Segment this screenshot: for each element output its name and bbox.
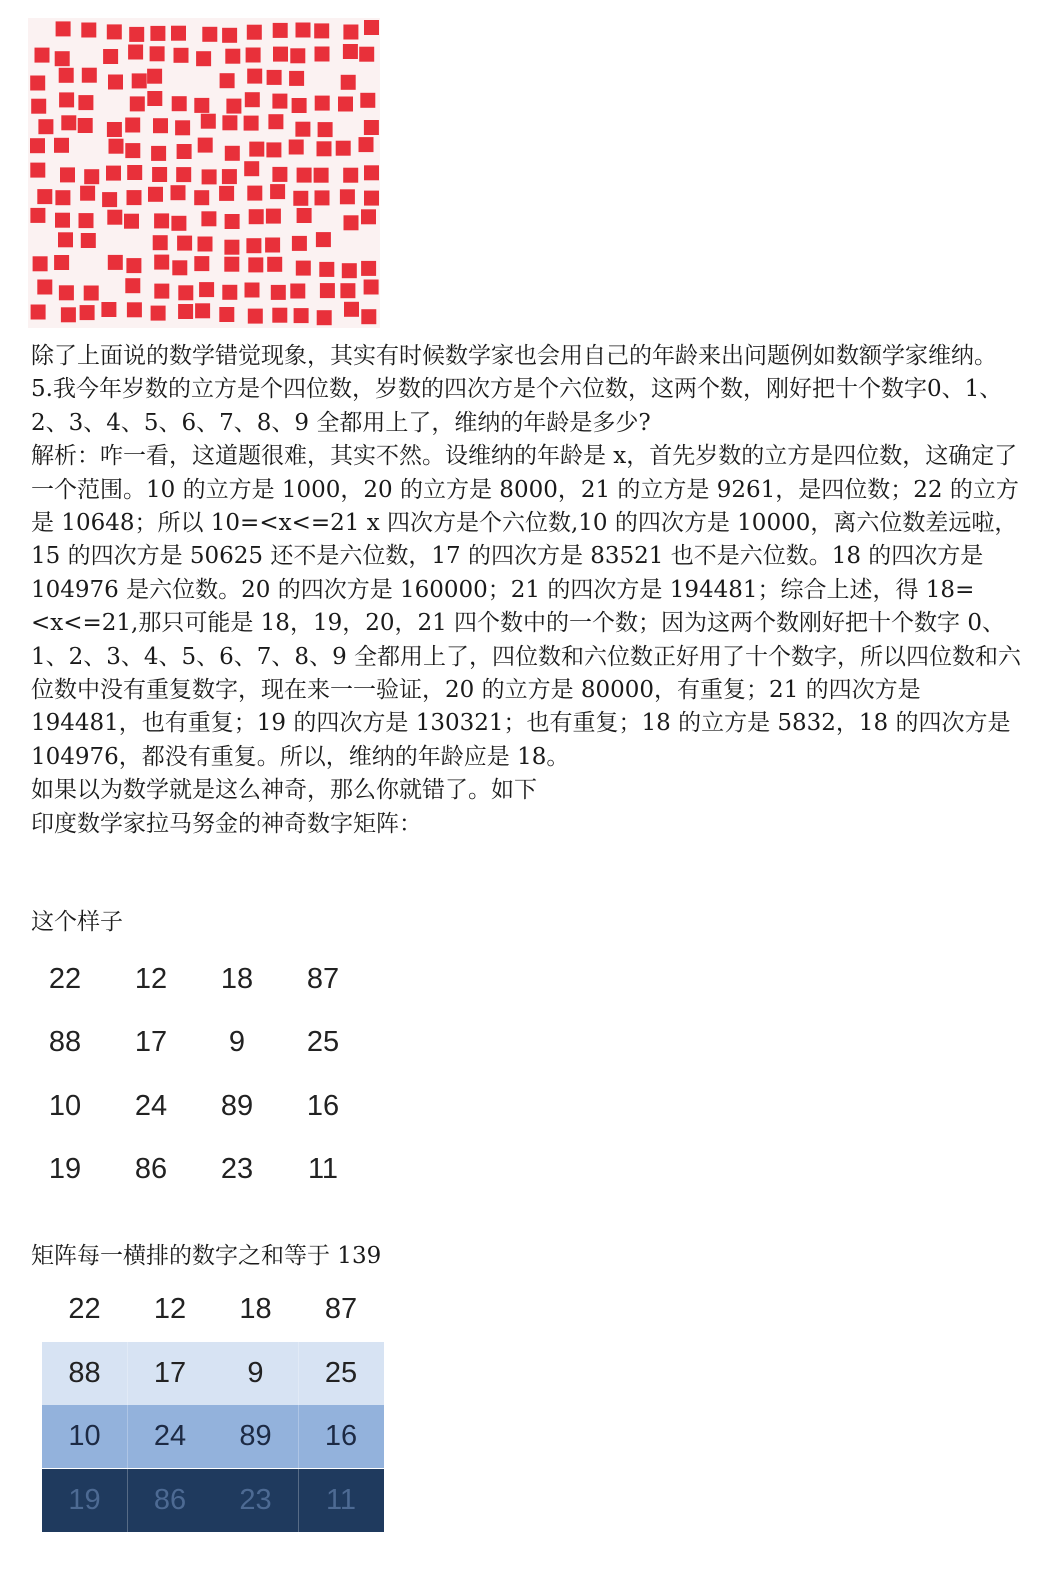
shaded-matrix-cell: 23 — [213, 1469, 299, 1532]
red-square — [248, 309, 263, 324]
matrix-cell: 22 — [48, 962, 82, 995]
red-square — [361, 261, 376, 276]
matrix-cell: 24 — [134, 1089, 168, 1122]
red-square — [103, 49, 118, 64]
red-square — [336, 141, 351, 156]
red-square — [150, 46, 165, 61]
red-square — [31, 305, 46, 320]
red-square — [222, 169, 237, 184]
red-square — [194, 98, 209, 113]
shaded-matrix-cell: 9 — [213, 1342, 299, 1405]
matrix-cell: 86 — [134, 1153, 168, 1185]
red-square — [317, 141, 332, 156]
red-square — [199, 282, 214, 297]
matrix-cell: 19 — [48, 1153, 82, 1185]
red-square — [154, 255, 169, 270]
red-square — [152, 167, 167, 182]
red-square — [249, 209, 264, 224]
shaded-matrix-cell: 86 — [128, 1469, 214, 1532]
red-square — [61, 307, 76, 322]
red-square — [127, 165, 142, 180]
red-square — [340, 283, 355, 298]
matrix-cell: 87 — [306, 962, 340, 995]
matrix-cell: 9 — [228, 1026, 246, 1058]
red-square — [318, 122, 333, 137]
red-square — [340, 189, 355, 204]
red-square — [225, 49, 240, 64]
red-square — [176, 167, 191, 182]
red-square — [108, 255, 123, 270]
red-square — [293, 191, 308, 206]
red-square — [107, 122, 122, 137]
red-square — [148, 187, 163, 202]
red-square — [178, 285, 193, 300]
red-square — [273, 23, 288, 38]
red-square — [37, 189, 52, 204]
red-square — [295, 122, 310, 137]
red-square — [150, 26, 165, 41]
red-square — [30, 208, 45, 223]
red-square — [108, 75, 123, 90]
red-square — [320, 283, 335, 298]
red-square — [364, 20, 379, 35]
red-square — [364, 165, 379, 180]
transition-paragraph: 如果以为数学就是这么神奇，那么你就错了。如下 — [31, 777, 537, 804]
red-square — [267, 70, 282, 85]
matrix-cell: 12 — [134, 962, 168, 995]
red-square — [55, 51, 70, 66]
intro-paragraph: 除了上面说的数学错觉现象，其实有时候数学家也会用自己的年龄来出问题例如数额学家维纳。 — [31, 343, 997, 369]
red-square — [33, 256, 48, 271]
red-square — [101, 302, 116, 317]
red-square — [154, 284, 169, 299]
caption-row-sum: 矩阵每一横排的数字之和等于 139 — [31, 1243, 382, 1269]
red-square — [202, 27, 217, 42]
red-square — [364, 191, 379, 206]
red-square — [78, 95, 93, 110]
red-square — [196, 51, 211, 66]
caption-block-2 — [31, 1240, 1031, 1273]
red-square — [79, 213, 94, 228]
red-square — [38, 119, 53, 134]
red-square — [315, 96, 330, 111]
red-square — [109, 139, 124, 154]
red-square — [125, 278, 140, 293]
red-square — [289, 140, 304, 155]
red-square — [273, 47, 288, 62]
red-square — [361, 209, 376, 224]
red-square — [344, 215, 359, 230]
red-square — [266, 142, 281, 157]
red-square — [224, 257, 239, 272]
red-square — [272, 308, 287, 323]
red-square — [55, 190, 70, 205]
red-square — [360, 93, 375, 108]
shaded-matrix-cell: 17 — [128, 1342, 214, 1405]
red-square — [80, 186, 95, 201]
red-square — [61, 115, 76, 130]
red-square — [132, 73, 147, 88]
red-square — [359, 137, 374, 152]
red-square — [265, 238, 280, 253]
red-square — [296, 23, 311, 38]
red-square — [81, 23, 96, 38]
shaded-matrix-cell: 19 — [42, 1469, 128, 1532]
red-square — [317, 310, 332, 325]
red-square — [153, 235, 168, 250]
shaded-matrix-cell: 10 — [42, 1405, 128, 1468]
red-square — [59, 92, 74, 107]
red-square — [125, 118, 140, 133]
matrix-intro-paragraph: 印度数学家拉马努金的神奇数字矩阵： — [31, 810, 422, 837]
red-square — [247, 25, 262, 40]
red-square — [130, 96, 145, 111]
red-square — [125, 143, 140, 158]
red-square — [364, 120, 379, 135]
red-square — [289, 71, 304, 86]
shaded-matrix-cell: 89 — [213, 1405, 299, 1468]
red-square — [249, 142, 264, 157]
red-square — [296, 261, 311, 276]
shaded-matrix-cell: 11 — [299, 1469, 384, 1532]
red-square — [177, 236, 192, 251]
red-square — [147, 91, 162, 106]
red-square — [268, 114, 283, 129]
body-text — [31, 340, 1031, 841]
red-square — [219, 186, 234, 201]
red-square — [297, 208, 312, 223]
red-square — [127, 302, 142, 317]
red-square — [107, 24, 122, 39]
red-square — [361, 309, 376, 324]
red-square — [343, 168, 358, 183]
red-square — [338, 97, 353, 112]
red-square — [272, 94, 287, 109]
red-square — [245, 92, 260, 107]
red-square — [294, 308, 309, 323]
red-square — [248, 257, 263, 272]
red-square — [178, 304, 193, 319]
red-square — [59, 68, 74, 83]
red-square — [290, 284, 305, 299]
red-square — [172, 260, 187, 275]
red-square — [292, 236, 307, 251]
shaded-matrix-cell: 12 — [128, 1278, 213, 1341]
red-square — [102, 192, 117, 207]
red-square — [56, 21, 71, 36]
red-square — [246, 238, 261, 253]
red-square — [129, 27, 144, 42]
red-square — [244, 161, 259, 176]
red-square — [37, 280, 52, 295]
red-square — [30, 138, 45, 153]
red-square — [194, 190, 209, 205]
red-square — [175, 120, 190, 135]
matrix-cell: 88 — [48, 1026, 82, 1058]
shaded-matrix-cell: 87 — [299, 1278, 384, 1341]
red-square — [344, 302, 359, 317]
red-square — [315, 190, 330, 205]
red-square — [244, 116, 259, 131]
red-square — [195, 303, 210, 318]
red-square — [267, 257, 282, 272]
red-square — [219, 307, 234, 322]
matrix-cell: 89 — [220, 1089, 254, 1122]
red-square — [80, 305, 95, 320]
shaded-matrix-cell: 88 — [42, 1342, 128, 1405]
red-square — [58, 232, 73, 247]
red-square — [245, 283, 260, 298]
red-square — [151, 306, 166, 321]
red-square — [35, 48, 50, 63]
red-square — [316, 232, 331, 247]
red-square — [343, 25, 358, 40]
red-square — [171, 26, 186, 41]
red-square — [247, 69, 262, 84]
red-square — [222, 115, 237, 130]
caption-this-way: 这个样子 — [31, 909, 123, 935]
red-square — [174, 48, 189, 63]
red-square — [151, 146, 166, 161]
red-square — [271, 285, 286, 300]
red-square — [177, 144, 192, 159]
red-square — [30, 163, 45, 178]
red-square — [194, 256, 209, 271]
question-paragraph: 5.我今年岁数的立方是个四位数，岁数的四次方是个六位数，这两个数，刚好把十个数字0、1、2、3、4、5、6、7、8、9 全都用上了，维纳的年龄是多少? — [31, 376, 1003, 436]
red-square — [201, 211, 216, 226]
red-square — [272, 167, 287, 182]
red-square — [124, 214, 139, 229]
red-square — [59, 285, 74, 300]
red-square — [315, 47, 330, 62]
red-square — [107, 210, 122, 225]
matrix-cell: 17 — [134, 1026, 168, 1058]
red-square — [54, 138, 69, 153]
red-square — [84, 169, 99, 184]
red-square — [31, 99, 46, 114]
red-square — [81, 233, 96, 248]
red-square — [153, 118, 168, 133]
red-square — [198, 138, 213, 153]
analysis-paragraph: 解析：咋一看，这道题很难，其实不然。设维纳的年龄是 x，首先岁数的立方是四位数，这确定了一个范围。10 的立方是 1000，20 的立方是 8000，21 的立方是 9261，是四位数；22 的立方是 10648；所以 10=<x<=21 x 四次方是个六位数,10 的四次方是 10000，离六位数差远啦，15 的四次方是 50625 还不是六位数，17 的四次方是 83521 也不是六位数。18 的四次方是 104976 是六位数。20 的四次方是 160000；21 的四次方是 194481；综合上述，得 18=<x<=21,那只可能是 18，19，20，21 四个数中的一个数；因为这两个数刚好把十个数字 0、1、2、3、4、5、6、7、8、9 全都用上了，四位数和六位数正好用了十个数字，所以四位数和六位数中没有重复数字，现在来一一验证，20 的立方是 80000，有重复；21 的四次方是 194481，也有重复；19 的四次方是 130321；也有重复；18 的立方是 5832，18 的四次方是 104976，都没有重复。所以，维纳的年龄应是 18。 — [31, 443, 1022, 770]
red-square — [314, 23, 329, 38]
red-square — [147, 69, 162, 84]
shaded-matrix-cell: 18 — [213, 1278, 298, 1341]
red-square — [55, 213, 70, 228]
red-square — [106, 166, 121, 181]
red-square — [343, 44, 358, 59]
red-square — [172, 96, 187, 111]
red-square — [222, 28, 237, 43]
shaded-matrix-cell: 16 — [299, 1405, 384, 1468]
shaded-matrix-cell: 24 — [128, 1405, 214, 1468]
red-square — [128, 45, 143, 60]
red-square — [82, 68, 97, 83]
red-square — [224, 240, 239, 255]
red-square — [246, 48, 261, 63]
shaded-matrix-cell: 22 — [42, 1278, 127, 1341]
red-square — [226, 99, 241, 114]
red-square — [171, 216, 186, 231]
square-illusion-image — [28, 18, 380, 328]
red-square — [225, 214, 240, 229]
red-square — [292, 98, 307, 113]
red-square — [359, 47, 374, 62]
red-square — [126, 258, 141, 273]
shaded-matrix-cell: 25 — [299, 1342, 384, 1405]
red-square — [297, 168, 312, 183]
red-square — [220, 73, 235, 88]
matrix-cell: 10 — [48, 1089, 82, 1122]
red-square — [54, 255, 69, 270]
red-square — [127, 190, 142, 205]
matrix-cell: 25 — [306, 1026, 340, 1058]
red-square — [202, 169, 217, 184]
red-square — [314, 168, 329, 183]
matrix-cell: 16 — [306, 1089, 340, 1122]
red-square — [342, 263, 357, 278]
matrix-cell: 11 — [307, 1153, 339, 1185]
red-square — [266, 209, 281, 224]
red-square — [247, 186, 262, 201]
red-square — [84, 286, 99, 301]
matrix-cell: 23 — [220, 1153, 254, 1185]
red-square — [60, 167, 75, 182]
red-square — [364, 280, 379, 295]
red-square — [154, 213, 169, 228]
red-square — [198, 237, 213, 252]
matrix-cell: 18 — [220, 962, 254, 995]
red-square — [290, 48, 305, 63]
red-square — [225, 146, 240, 161]
red-square — [341, 75, 356, 90]
red-square — [201, 114, 216, 129]
caption-block — [31, 906, 1031, 939]
red-square — [78, 118, 93, 133]
red-square — [270, 184, 285, 199]
red-square — [222, 285, 237, 300]
red-square — [30, 76, 45, 91]
red-square — [319, 262, 334, 277]
red-square — [171, 185, 186, 200]
